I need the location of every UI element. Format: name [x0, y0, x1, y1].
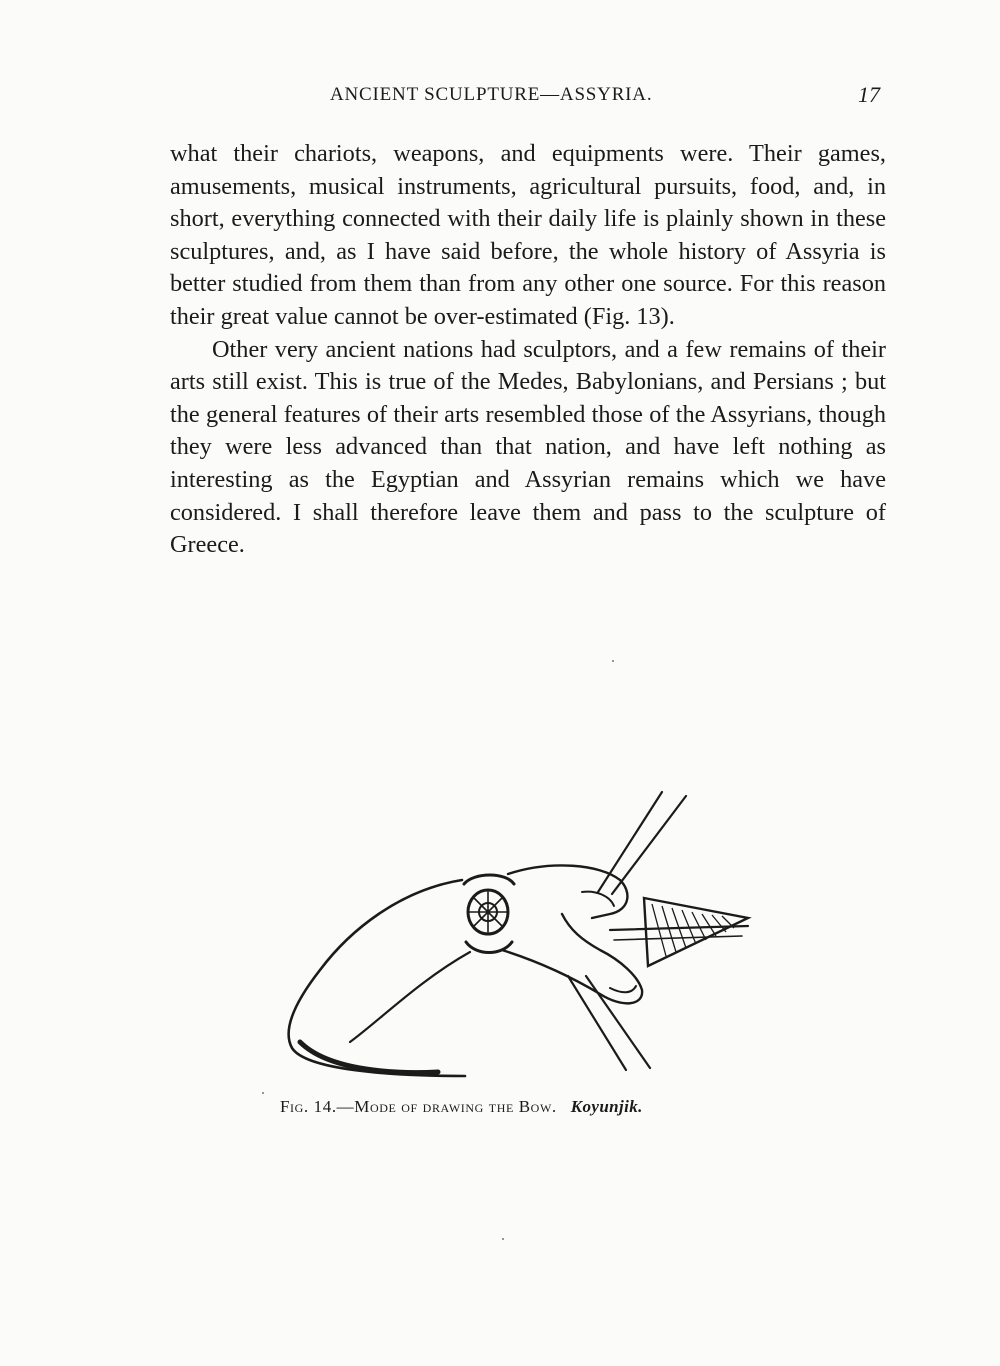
paragraph-2: Other very ancient nations had sculptors, and a few remains of their arts still exist. This is true of the Medes, Babylonians, and Persians ; but the general features of their arts resembled those of the Assyrians, though they were less advanced than that nation, and have left nothing as interesting as the Egyptian and Assyrian remains which we have considered. I shall therefore leave them and pass to the sculpture of Greece.	[170, 335, 886, 559]
fingernail	[610, 986, 636, 992]
paper-speck	[502, 1238, 504, 1240]
forearm-shadow-stroke	[300, 1042, 438, 1073]
figure-caption	[280, 1097, 800, 1117]
forearm-inner-outline	[350, 952, 470, 1042]
hand-back-outline	[508, 865, 627, 918]
paper-speck	[262, 1092, 264, 1094]
caption-place: Koyunjik.	[570, 1097, 643, 1116]
thumb-knuckle	[582, 892, 614, 906]
arrow-shaft-lower	[614, 936, 742, 940]
hand-drawing-bow-illustration	[270, 780, 770, 1090]
paragraph-1: what their chariots, weapons, and equipments were. Their games, amusements, musical instruments, agricultural pursuits, food, and, in short, everything connected with their daily life is plainly shown in these sculptures, and, as I have said before, the whole history of Assyria is better studied from them than from any other one source. For this reason their great value cannot be over-estimated (Fig. 13).	[170, 140, 886, 330]
paper-speck	[612, 660, 614, 662]
bow-drawing-illustration	[270, 780, 770, 1090]
caption-label: Fig. 14.—Mode of drawing the Bow.	[280, 1097, 557, 1116]
body-text	[170, 138, 886, 562]
page-number: 17	[858, 82, 880, 107]
forearm-outline	[289, 880, 465, 1076]
running-title: ANCIENT SCULPTURE—ASSYRIA.	[330, 84, 653, 105]
running-head	[0, 84, 1000, 114]
bracelet-top	[464, 875, 514, 884]
hand-palm-outline	[502, 914, 642, 1003]
rosette-spokes	[468, 892, 508, 932]
